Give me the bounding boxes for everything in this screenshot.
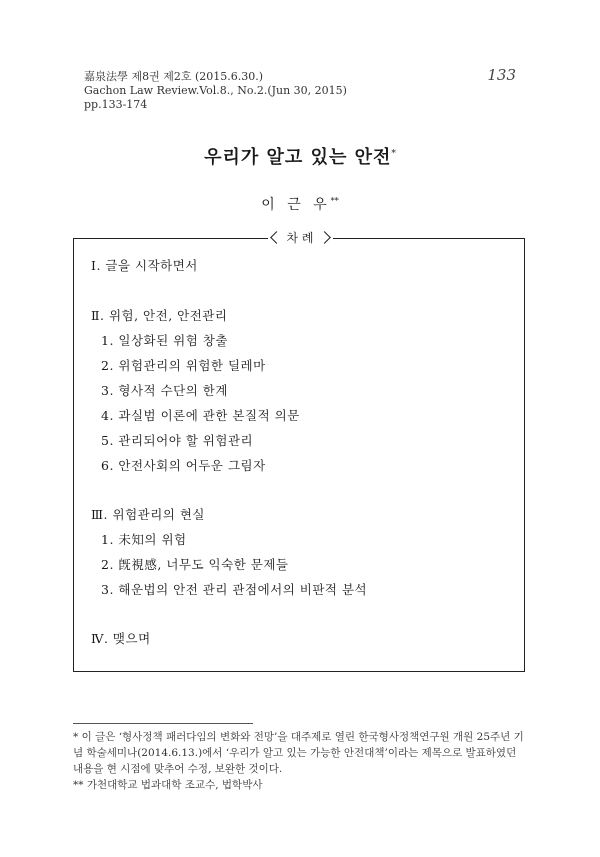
chevron-right-icon (318, 231, 331, 244)
title-footnote-mark: * (391, 149, 396, 159)
paper-title-text: 우리가 알고 있는 안전 (204, 147, 392, 168)
author-footnote-mark: ** (330, 196, 339, 206)
toc-item: 4. 과실범 이론에 관한 본질적 의문 (101, 408, 300, 423)
page-range: pp.133-174 (84, 98, 148, 111)
footnote-2 (73, 777, 528, 793)
journal-issue-korean: 嘉泉法學 제8권 제2호 (2015.6.30.) (84, 70, 264, 83)
toc-item: 5. 관리되어야 할 위험관리 (101, 433, 254, 448)
toc-section-4: Ⅳ. 맺으며 (91, 631, 151, 646)
toc-item: 3. 해운법의 안전 관리 관점에서의 비판적 분석 (101, 582, 368, 597)
footnote-1-mark: * (73, 731, 79, 743)
toc-section-2: Ⅱ. 위험, 안전, 안전관리 (91, 308, 228, 323)
toc-heading (0, 229, 600, 246)
toc-item: 6. 안전사회의 어두운 그림자 (101, 458, 266, 473)
toc-section-3: Ⅲ. 위험관리의 현실 (91, 507, 205, 522)
table-of-contents-box (73, 238, 525, 672)
footnote-1 (73, 729, 528, 777)
footnote-2-mark: ** (73, 779, 84, 791)
author-name: 이 근 우 (261, 197, 331, 213)
toc-item: 1. 일상화된 위험 창출 (101, 333, 228, 348)
journal-header (84, 70, 347, 112)
chevron-left-icon (270, 231, 283, 244)
footnote-divider (73, 723, 253, 724)
page-number: 133 (487, 66, 516, 84)
footnote-1-text: 이 글은 ‘형사정책 패러다임의 변화와 전망’을 대주제로 열린 한국형사정책연구원 개원 25주년 기념 학술세미나(2014.6.13.)에서 ‘우리가 알고 있는 가능한 안전대책’이라는 제목으로 발표하였던 내용을 현 시점에 맞추어 수정, 보완한 것이다. (73, 731, 524, 775)
toc-item: 2. 旣視感, 너무도 익숙한 문제들 (101, 557, 289, 572)
toc-item: 1. 未知의 위험 (101, 532, 187, 547)
footnote-2-text: 가천대학교 법과대학 조교수, 법학박사 (86, 779, 263, 791)
journal-issue-english: Gachon Law Review.Vol.8., No.2.(Jun 30, 2015) (84, 84, 347, 97)
paper-title (0, 143, 600, 169)
toc-heading-text: 차 례 (286, 231, 314, 245)
toc-section-1: Ⅰ. 글을 시작하면서 (91, 258, 198, 273)
toc-item: 2. 위험관리의 위험한 딜레마 (101, 358, 266, 373)
toc-item: 3. 형사적 수단의 한계 (101, 383, 228, 398)
author (0, 194, 600, 214)
